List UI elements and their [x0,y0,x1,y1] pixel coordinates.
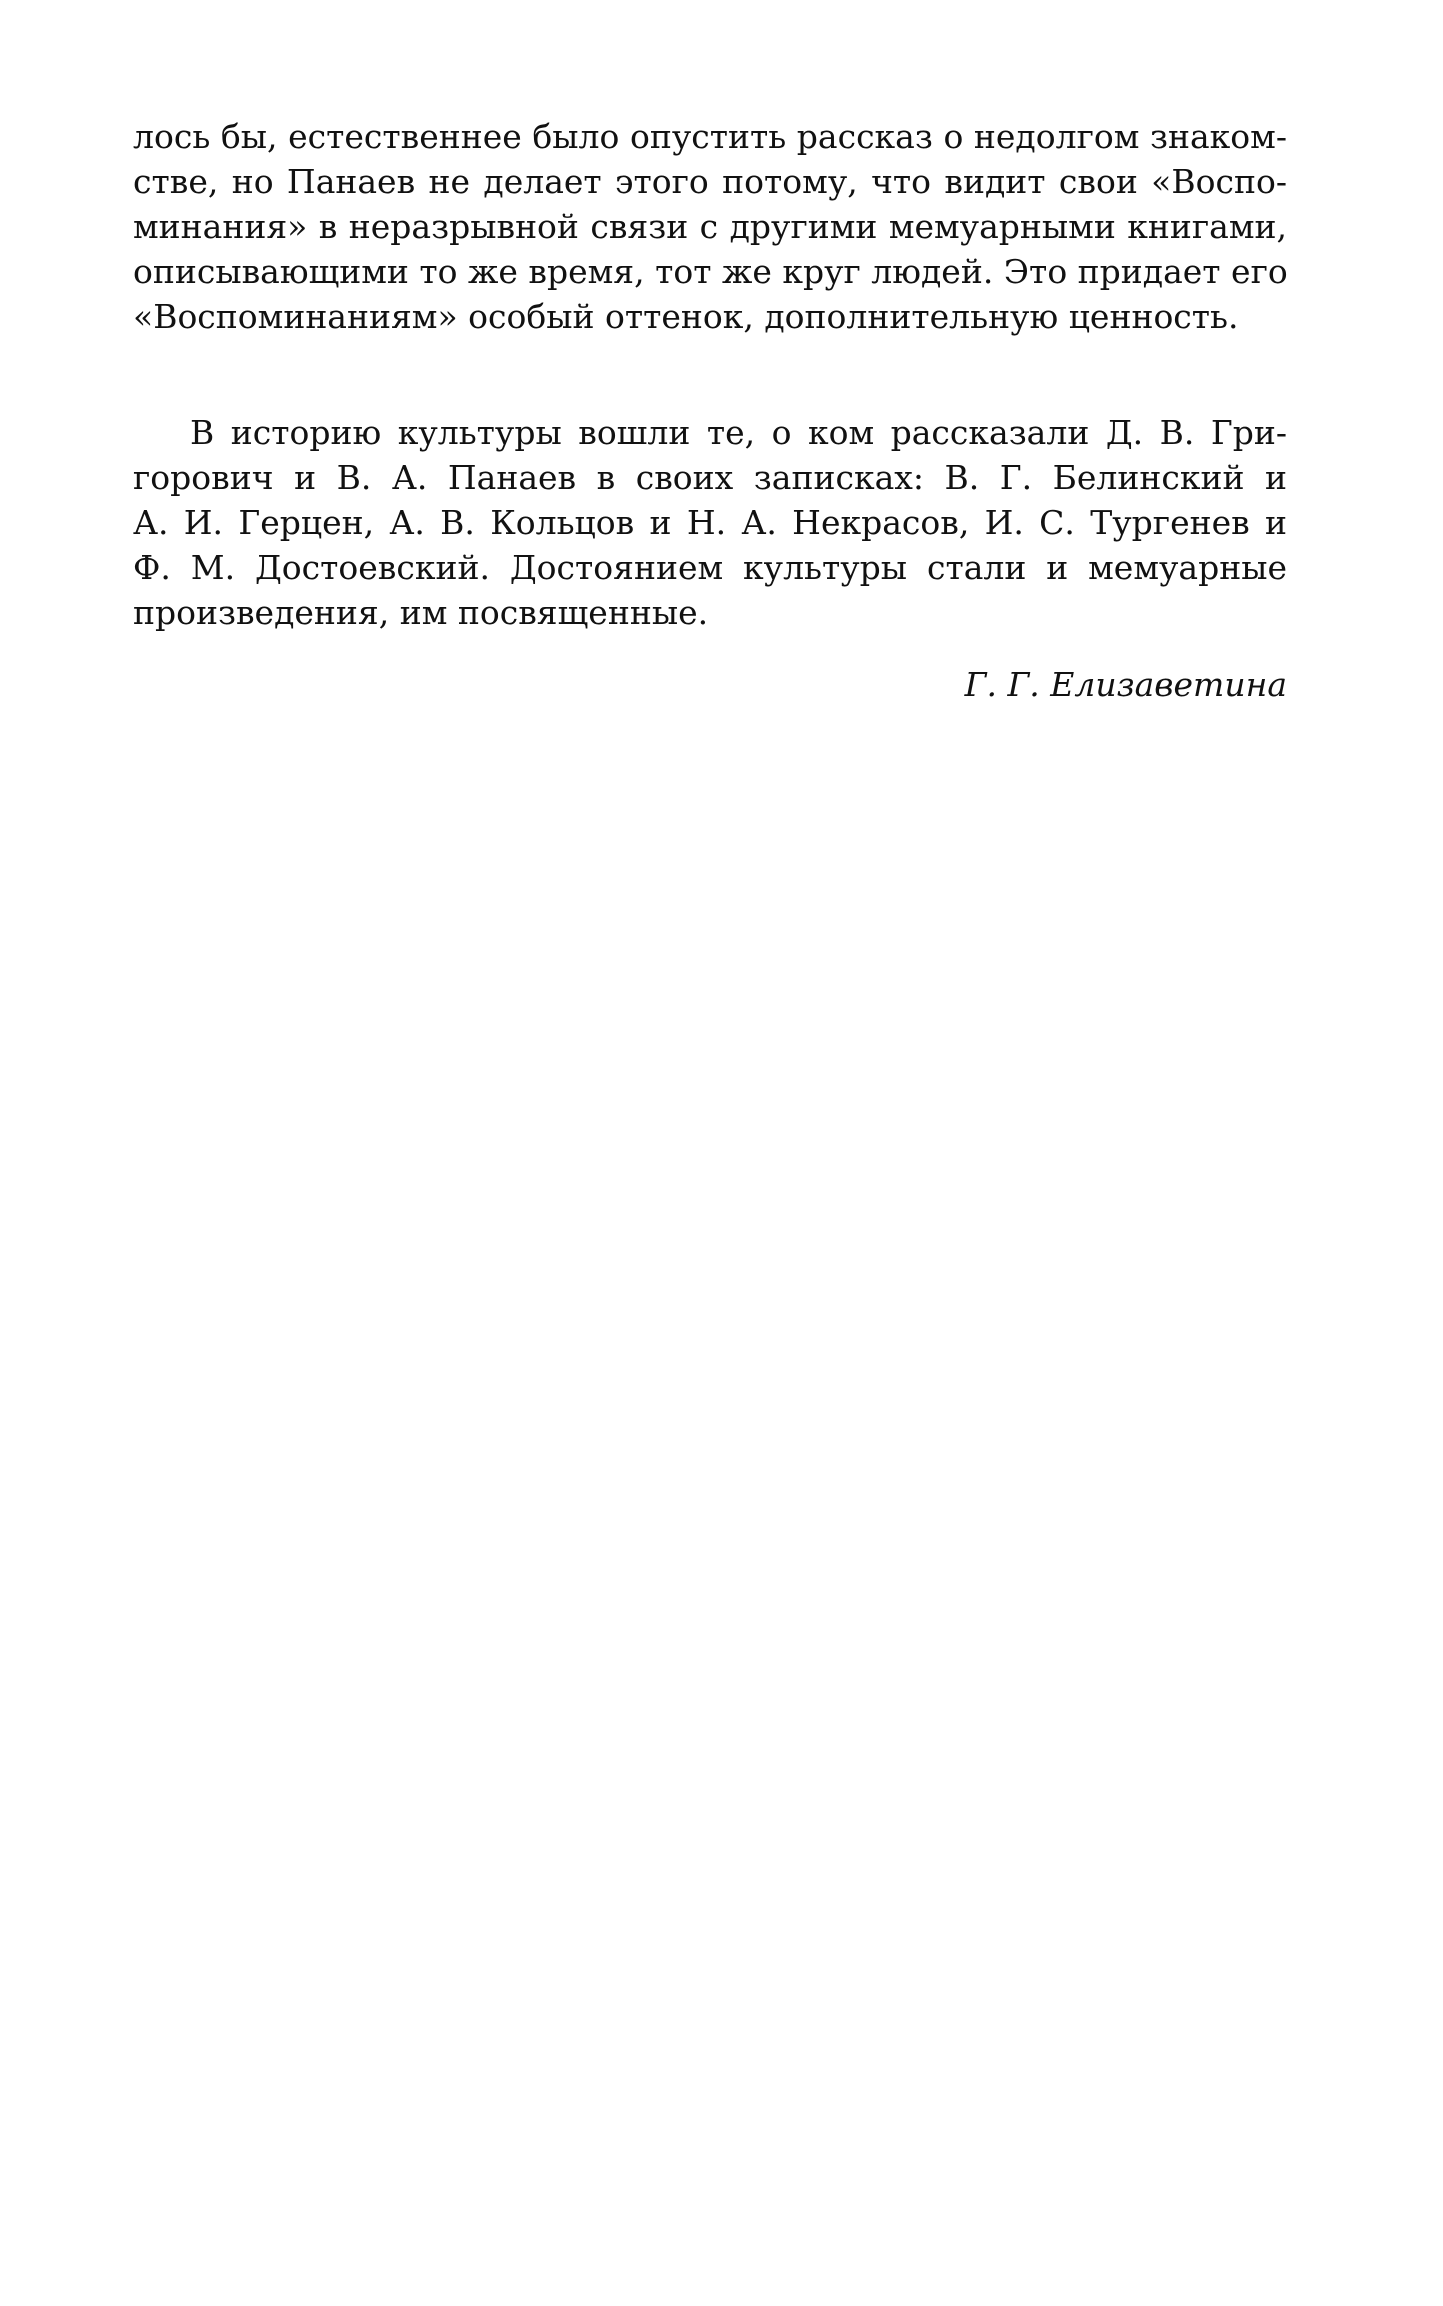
paragraph-1-line: стве, но Панаев не делает этого потому, что видит свои «Воспо- [133,162,1287,201]
paragraph-1 [133,114,1287,339]
paragraph-1-line: «Воспоминаниям» особый оттенок, дополнительную ценность. [133,297,1239,336]
paragraph-2-line: произведения, им посвященные. [133,593,709,632]
paragraph-1-line: минания» в неразрывной связи с другими мемуарными книгами, [133,207,1287,246]
paragraph-2-line: горович и В. А. Панаев в своих записках: В. Г. Белинский и [133,458,1287,497]
paragraph-2-line: Ф. М. Достоевский. Достоянием культуры стали и мемуарные [133,548,1287,587]
paragraph-1-line: лось бы, естественнее было опустить рассказ о недолгом знаком- [133,117,1287,156]
paragraph-2-line: А. И. Герцен, А. В. Кольцов и Н. А. Некрасов, И. С. Тургенев и [133,503,1287,542]
paragraph-2-line: В историю культуры вошли те, о ком рассказали Д. В. Гри- [190,413,1287,452]
author-signature: Г. Г. Елизаветина [964,665,1287,704]
paragraph-2 [133,410,1287,635]
paragraph-1-line: описывающими то же время, тот же круг людей. Это придает его [133,252,1288,291]
